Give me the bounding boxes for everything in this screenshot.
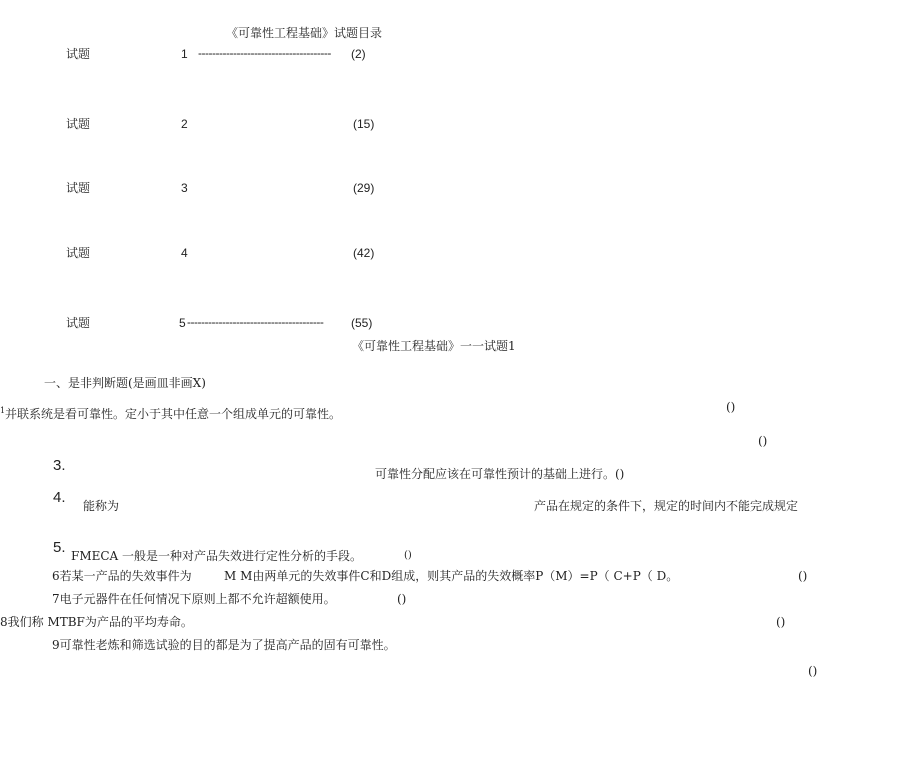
- toc-entry-page: (55): [351, 316, 373, 330]
- question-6-answer-mark: (): [798, 569, 808, 583]
- question-1-text: 并联系统是看可靠性。定小于其中任意一个组成单元的可靠性。: [5, 407, 342, 421]
- question-2-answer-mark: (): [758, 434, 768, 448]
- toc-entry-label: 试题: [66, 246, 91, 260]
- question-7-text: 7电子元器件在任何情况下原则上都不允许超额使用。: [52, 592, 336, 606]
- question-5-number: 5.: [53, 539, 66, 556]
- question-5-answer-mark: (): [404, 550, 412, 561]
- question-4-text-right: 产品在规定的条件下，规定的时间内不能完成规定: [534, 499, 799, 513]
- exam-heading: 《可靠性工程基础》一一试题1: [352, 339, 516, 353]
- toc-entry-label: 试题: [66, 316, 91, 330]
- question-6-text-a: 6若某一产品的失效事件为: [52, 569, 192, 583]
- question-1-number: 1: [0, 406, 6, 415]
- question-7-answer-mark: (): [397, 592, 407, 606]
- toc-entry-label: 试题: [66, 47, 91, 61]
- toc-entry-leader: ---------------------------------------: [187, 315, 324, 329]
- toc-entry-label: 试题: [66, 117, 91, 131]
- question-9-text: 9可靠性老炼和筛选试验的目的都是为了提高产品的固有可靠性。: [52, 638, 396, 652]
- toc-entry-number: 3: [181, 181, 188, 195]
- toc-entry-page: (42): [353, 246, 375, 260]
- section-heading: 一、是非判断题(是画皿非画X): [44, 376, 206, 390]
- toc-entry-page: (29): [353, 181, 375, 195]
- toc-entry-page: (15): [353, 117, 375, 131]
- toc-entry-number: 4: [181, 246, 188, 260]
- question-6-text-b: M M由两单元的失效事件C和D组成，则其产品的失效概率P（M）=P（ C+P（ D。: [224, 569, 679, 583]
- toc-entry-page: (2): [351, 47, 366, 61]
- question-3-text: 可靠性分配应该在可靠性预计的基础上进行。(): [375, 467, 625, 481]
- question-8-text: 8我们称 MTBF为产品的平均寿命。: [0, 615, 193, 629]
- toc-entry-label: 试题: [66, 181, 91, 195]
- question-1-answer-mark: (): [726, 400, 736, 414]
- question-3-number: 3.: [53, 457, 66, 474]
- question-4-text-left: 能称为: [83, 499, 120, 513]
- question-8-answer-mark: (): [776, 615, 786, 629]
- toc-entry-number: 1: [181, 47, 188, 61]
- toc-entry-leader: --------------------------------------: [198, 46, 331, 60]
- toc-entry-number: 5: [179, 316, 186, 330]
- question-4-number: 4.: [53, 489, 66, 506]
- toc-title: 《可靠性工程基础》试题目录: [226, 26, 383, 40]
- toc-entry-number: 2: [181, 117, 188, 131]
- question-9-answer-mark: (): [808, 664, 818, 678]
- question-5-text: FMECA 一般是一种对产品失效进行定性分析的手段。: [71, 549, 363, 563]
